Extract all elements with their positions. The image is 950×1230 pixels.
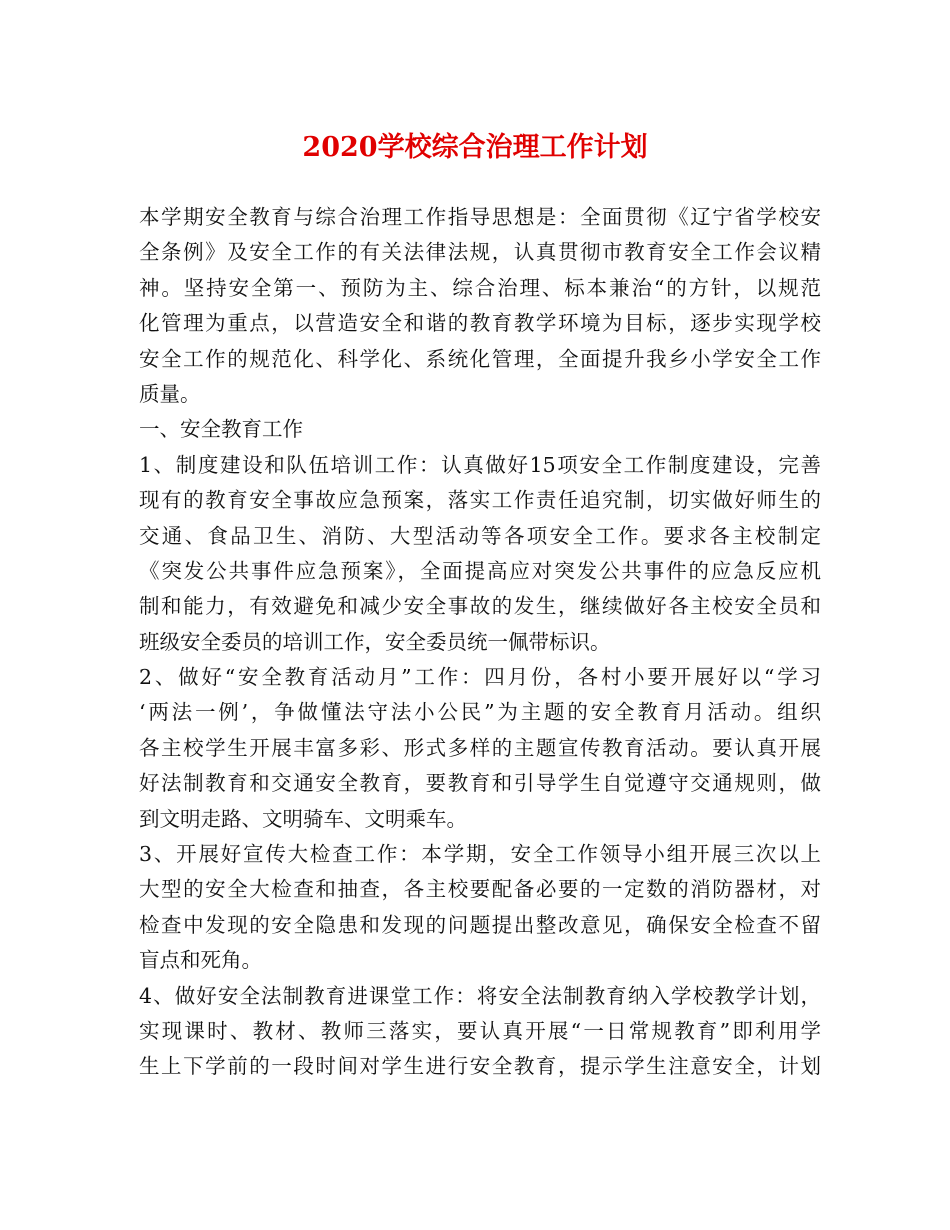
body-line: 《突发公共事件应急预案》，全面提高应对突发公共事件的应急反应机 xyxy=(139,558,821,583)
body-line: 全条例》及安全工作的有关法律法规，认真贯彻市教育安全工作会议精 xyxy=(139,240,821,265)
body-line: 大型的安全大检查和抽查，各主校要配备必要的一定数的消防器材，对 xyxy=(139,877,821,902)
body-line: 生上下学前的一段时间对学生进行安全教育，提示学生注意安全，计划 xyxy=(139,1054,821,1079)
body-line: 制和能力，有效避免和减少安全事故的发生，继续做好各主校安全员和 xyxy=(139,594,821,619)
body-line: 本学期安全教育与综合治理工作指导思想是：全面贯彻《辽宁省学校安 xyxy=(139,205,821,229)
body-line: 各主校学生开展丰富多彩、形式多样的主题宣传教育活动。要认真开展 xyxy=(139,735,821,760)
body-line: 到文明走路、文明骑车、文明乘车。 xyxy=(139,806,467,831)
body-line: 盲点和死角。 xyxy=(139,948,262,973)
body-line: ‘两法一例’，争做懂法守法小公民”为主题的安全教育月活动。组织 xyxy=(139,700,821,725)
body-line: 4、做好安全法制教育进课堂工作：将安全法制教育纳入学校教学计划， xyxy=(139,983,821,1008)
document-body xyxy=(139,200,821,1085)
body-line: 神。坚持安全第一、预防为主、综合治理、标本兼治“的方针，以规范 xyxy=(139,275,821,300)
body-line: 交通、食品卫生、消防、大型活动等各项安全工作。要求各主校制定 xyxy=(139,523,821,548)
body-line: 1、制度建设和队伍培训工作：认真做好15项安全工作制度建设，完善 xyxy=(139,452,821,477)
body-line: 班级安全委员的培训工作，安全委员统一佩带标识。 xyxy=(139,629,611,654)
body-line: 实现课时、教材、教师三落实，要认真开展“一日常规教育”即利用学 xyxy=(139,1018,821,1043)
body-line: 2、做好“安全教育活动月”工作：四月份，各村小要开展好以“学习 xyxy=(139,665,821,690)
body-line: 3、开展好宣传大检查工作：本学期，安全工作领导小组开展三次以上 xyxy=(139,842,821,867)
body-line: 好法制教育和交通安全教育，要教育和引导学生自觉遵守交通规则，做 xyxy=(139,771,821,796)
body-line: 安全工作的规范化、科学化、系统化管理，全面提升我乡小学安全工作 xyxy=(139,346,821,371)
body-line: 现有的教育安全事故应急预案，落实工作责任追究制，切实做好师生的 xyxy=(139,488,821,513)
body-line: 检查中发现的安全隐患和发现的问题提出整改意见，确保安全检查不留 xyxy=(139,912,821,937)
body-line: 一、安全教育工作 xyxy=(139,417,303,442)
body-line: 质量。 xyxy=(139,381,201,406)
document-title: 2020学校综合治理工作计划 xyxy=(302,132,648,163)
body-line: 化管理为重点，以营造安全和谐的教育教学环境为目标，逐步实现学校 xyxy=(139,311,821,336)
